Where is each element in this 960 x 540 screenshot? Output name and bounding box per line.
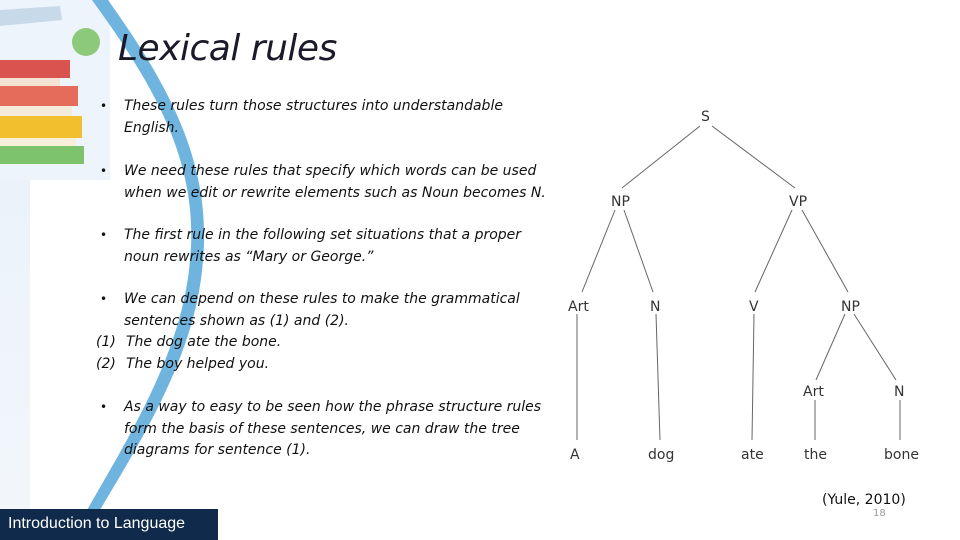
edge-vp-np	[802, 210, 848, 292]
example-number: (2)	[96, 355, 116, 372]
word-a: A	[570, 447, 580, 463]
bullet-dot-icon: •	[100, 292, 108, 306]
example-sentence-1	[96, 332, 548, 354]
edge-np-n	[624, 210, 653, 292]
edge-np-art	[582, 210, 615, 292]
edge-n-dog	[656, 314, 660, 440]
bullet-dot-icon: •	[100, 228, 108, 242]
edge-np2-n2	[854, 314, 896, 380]
bullet-text: The first rule in the following set situations that a proper noun rewrites as “Mary or George.”	[124, 227, 522, 265]
tree-edges	[577, 126, 900, 440]
node-s: S	[701, 109, 710, 125]
bullet-item	[98, 289, 548, 332]
node-v: V	[749, 299, 759, 315]
edge-np2-art2	[816, 314, 845, 380]
page-number: 18	[873, 508, 886, 519]
edge-v-ate	[752, 314, 754, 440]
node-n2: N	[894, 384, 905, 400]
word-bone: bone	[884, 447, 919, 463]
node-art: Art	[568, 299, 589, 315]
bullet-text: These rules turn those structures into understandable English.	[124, 98, 503, 136]
edge-vp-v	[755, 210, 792, 292]
word-dog: dog	[648, 447, 675, 463]
node-art2: Art	[803, 384, 824, 400]
bullet-list	[98, 96, 548, 462]
edge-s-vp	[712, 126, 795, 188]
example-number: (1)	[96, 334, 116, 350]
bullet-item	[98, 397, 548, 462]
bullet-item	[98, 225, 548, 268]
footer-bar	[0, 509, 218, 540]
node-vp: VP	[789, 194, 808, 210]
footer-label: Introduction to Language	[8, 515, 186, 532]
bullet-text: We need these rules that specify which words can be used when we edit or rewrite elements such as Noun becomes N.	[124, 163, 546, 201]
bullet-item	[98, 161, 548, 204]
example-sentence-2	[96, 354, 548, 376]
slide-title: Lexical rules	[118, 28, 337, 69]
bullet-item	[98, 96, 548, 139]
tree-diagram	[560, 100, 940, 470]
example-text: The boy helped you.	[126, 355, 270, 372]
node-n: N	[650, 299, 661, 315]
example-text: The dog ate the bone.	[126, 334, 282, 350]
word-ate: ate	[741, 447, 764, 463]
bullet-dot-icon: •	[100, 99, 108, 113]
bullet-text: We can depend on these rules to make the grammatical sentences shown as (1) and (2).	[124, 291, 520, 329]
bullet-dot-icon: •	[100, 164, 108, 178]
bullet-dot-icon: •	[100, 400, 108, 414]
citation: (Yule, 2010)	[822, 492, 906, 508]
bullet-text: As a way to easy to be seen how the phrase structure rules form the basis of these sentences, we can draw the tree diagrams for sentence (1).	[124, 399, 542, 458]
edge-s-np	[622, 126, 700, 188]
node-np2: NP	[841, 299, 860, 315]
word-the: the	[804, 447, 827, 463]
node-np: NP	[611, 194, 630, 210]
